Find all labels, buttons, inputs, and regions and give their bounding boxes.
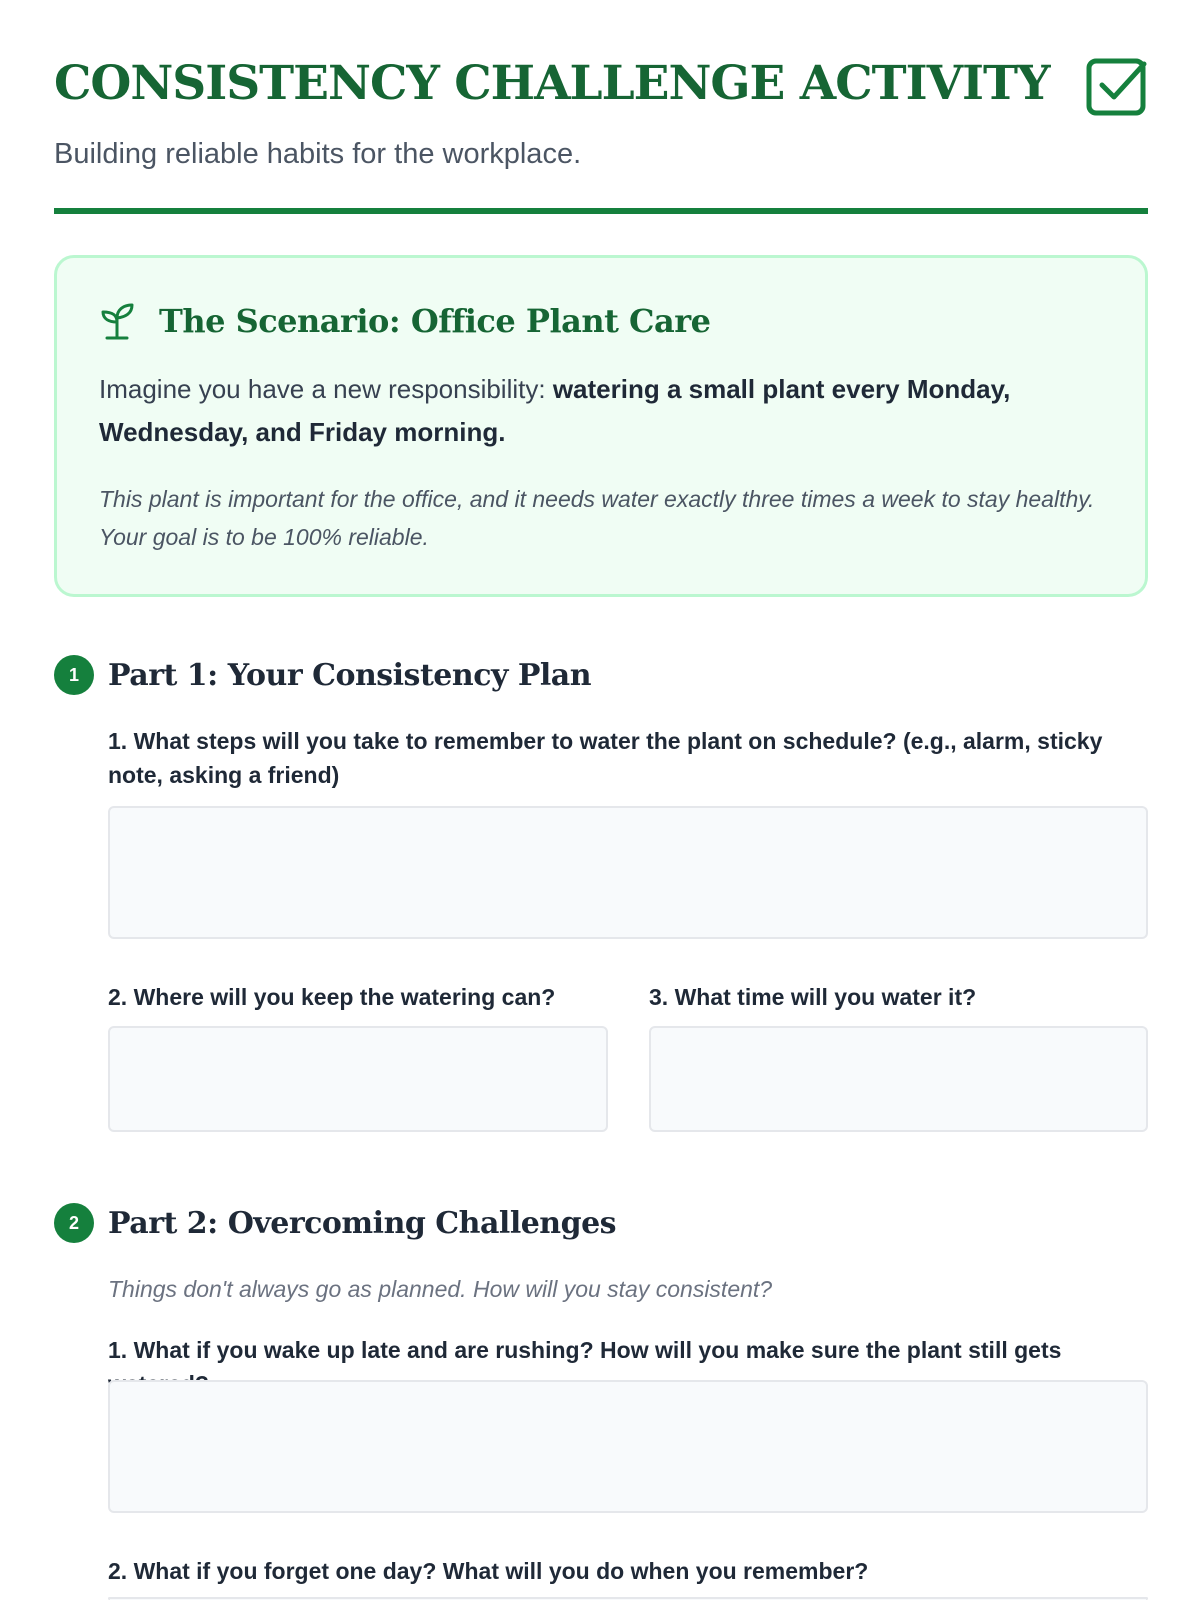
- page-title: CONSISTENCY CHALLENGE ACTIVITY: [54, 56, 1050, 111]
- part1-title: Part 1: Your Consistency Plan: [108, 657, 592, 693]
- scenario-note: This plant is important for the office, and it needs water exactly three times a week to stay healthy. Your goal is to be 100% reliable.: [99, 486, 1095, 550]
- part2-hint: Things don't always go as planned. How will you stay consistent?: [108, 1276, 773, 1302]
- part1-number-badge: 1: [54, 655, 94, 695]
- sprout-icon: [99, 302, 137, 340]
- scenario-title: The Scenario: Office Plant Care: [159, 302, 711, 340]
- part2-question-2: 2. What if you forget one day? What will you do when you remember?: [108, 1558, 869, 1584]
- part2-title: Part 2: Overcoming Challenges: [108, 1205, 617, 1241]
- part1-answer-2-field[interactable]: [108, 1026, 608, 1132]
- part1-question-1: 1. What steps will you take to remember to water the plant on schedule? (e.g., alarm, sticky note, asking a friend): [108, 728, 1103, 788]
- scenario-description: [99, 368, 1099, 454]
- scenario-box: [54, 255, 1148, 597]
- part1-answer-1-field[interactable]: [108, 806, 1148, 939]
- page-subtitle: Building reliable habits for the workplace.: [54, 138, 582, 170]
- scenario-heading: [99, 302, 710, 340]
- part2-answer-1-field[interactable]: [108, 1380, 1148, 1513]
- scenario-intro: Imagine you have a new responsibility:: [99, 374, 553, 404]
- worksheet-page: [54, 0, 1148, 1584]
- checkbox-checked-icon: [1086, 56, 1148, 118]
- part2-number-badge: 2: [54, 1203, 94, 1243]
- part2-heading: [54, 1203, 616, 1243]
- part2-question-1: 1. What if you wake up late and are rushing? How will you make sure the plant still gets: [108, 1337, 1062, 1363]
- part1-question-2: 2. Where will you keep the watering can?: [108, 984, 556, 1010]
- part1-question-3: 3. What time will you water it?: [649, 984, 977, 1010]
- part1-answer-3-field[interactable]: [649, 1026, 1148, 1132]
- part1-heading: [54, 655, 591, 695]
- scenario-responsibility: watering a small plant every Monday, Wednesday, and Friday morning.: [99, 374, 1011, 447]
- header: [54, 0, 1148, 214]
